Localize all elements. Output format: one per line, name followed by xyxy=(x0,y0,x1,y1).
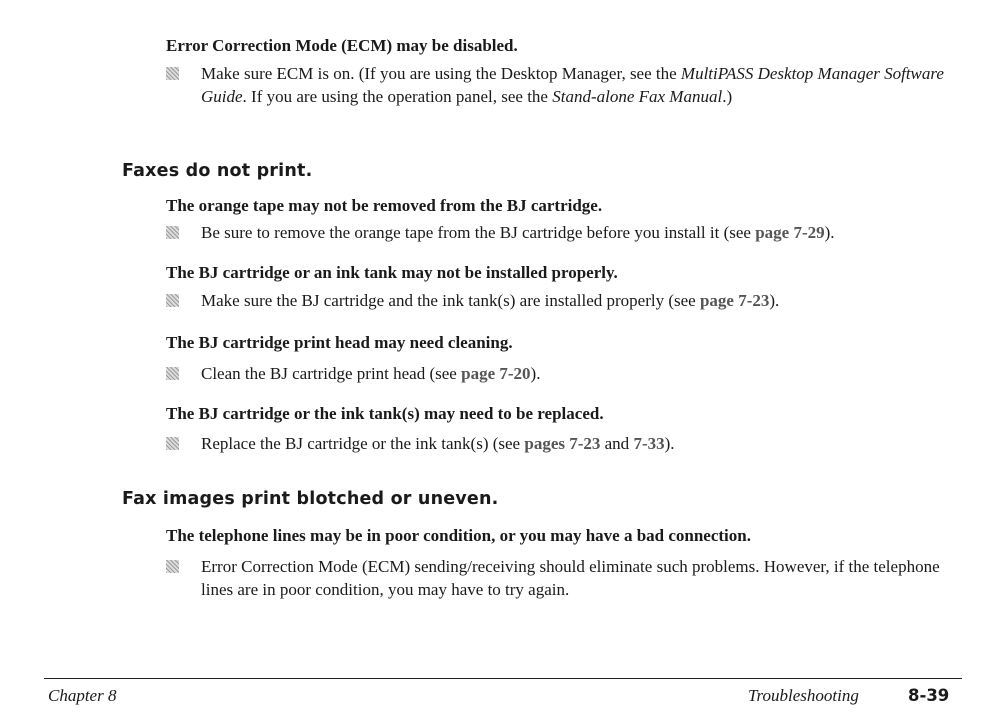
remedy-replace: Replace the BJ cartridge or the ink tank(s) (see pages 7-23 and 7-33). xyxy=(166,432,966,455)
footer-section-title: Troubleshooting xyxy=(748,686,859,705)
page-reference: 7-33 xyxy=(633,434,665,453)
page-number: 8-39 xyxy=(908,686,950,705)
remedy-ecm-retry: Error Correction Mode (ECM) sending/receiving should eliminate such problems. However, if the telephone lines are in poor condition, you may have to try again. xyxy=(166,555,966,601)
page-reference: page 7-20 xyxy=(461,364,531,383)
cause-replace-cartridge: The BJ cartridge or the ink tank(s) may need to be replaced. xyxy=(166,404,604,423)
manual-reference: MultiPASS Desktop Manager Software Guide xyxy=(201,64,944,106)
cause-poor-lines: The telephone lines may be in poor condition, or you may have a bad connection. xyxy=(166,526,751,545)
heading-fax-images-blotched: Fax images print blotched or uneven. xyxy=(122,489,499,509)
page-reference: pages 7-23 xyxy=(524,434,601,453)
cause-print-head-cleaning: The BJ cartridge print head may need cleaning. xyxy=(166,333,513,352)
page-reference: page 7-23 xyxy=(699,291,770,310)
manual-reference: Stand-alone Fax Manual xyxy=(552,87,723,106)
footer-chapter: Chapter 8 xyxy=(48,686,117,705)
remedy-remove-tape: Be sure to remove the orange tape from the BJ cartridge before you install it (see page 7-29). xyxy=(166,221,966,244)
checkbox-bullet-icon xyxy=(166,367,179,380)
checkbox-bullet-icon xyxy=(166,560,179,573)
checkbox-bullet-icon xyxy=(166,226,179,239)
cause-ecm-disabled: Error Correction Mode (ECM) may be disabled. xyxy=(166,36,518,55)
remedy-clean-head: Clean the BJ cartridge print head (see page 7-20). xyxy=(166,362,966,385)
page-reference: page 7-29 xyxy=(755,223,825,242)
cause-orange-tape: The orange tape may not be removed from the BJ cartridge. xyxy=(166,196,603,215)
checkbox-bullet-icon xyxy=(166,437,179,450)
checkbox-bullet-icon xyxy=(166,67,179,80)
checkbox-bullet-icon xyxy=(166,294,179,307)
cause-not-installed: The BJ cartridge or an ink tank may not be installed properly. xyxy=(166,263,618,282)
remedy-ecm-on: Make sure ECM is on. (If you are using the Desktop Manager, see the MultiPASS Desktop Manager Software Guide. If you are using the operation panel, see the Stand-alone Fax Manual.) xyxy=(166,62,966,108)
heading-faxes-do-not-print: Faxes do not print. xyxy=(122,161,313,181)
footer-rule xyxy=(44,678,962,679)
remedy-install-properly: Make sure the BJ cartridge and the ink tank(s) are installed properly (see page 7-23). xyxy=(166,289,966,312)
